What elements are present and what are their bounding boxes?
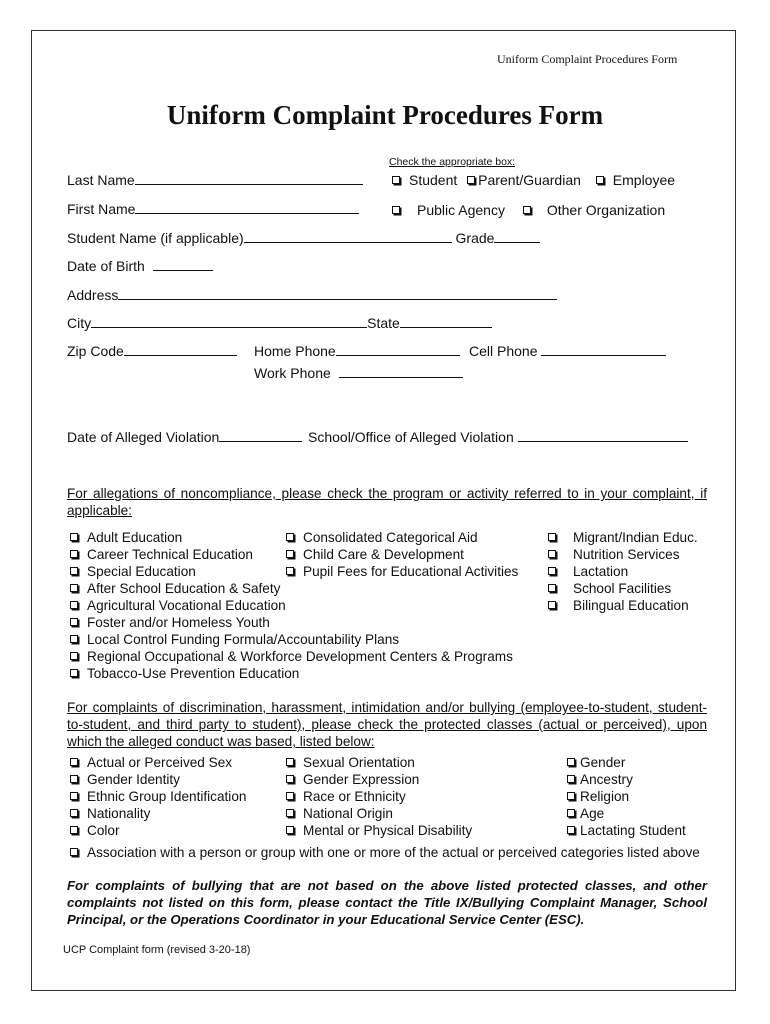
grade-label: Grade bbox=[455, 230, 495, 246]
protected-checkbox[interactable] bbox=[70, 826, 78, 834]
protected-label: National Origin bbox=[303, 806, 393, 821]
program-label: School Facilities bbox=[573, 581, 672, 596]
program-item[interactable] bbox=[548, 563, 698, 580]
protected-item[interactable] bbox=[567, 771, 686, 788]
last-name-label: Last Name bbox=[67, 172, 135, 188]
employee-label: Employee bbox=[612, 172, 676, 188]
city-state-field[interactable] bbox=[67, 315, 492, 331]
program-checkbox[interactable] bbox=[286, 567, 294, 575]
program-checkbox[interactable] bbox=[286, 533, 294, 541]
protected-label: Religion bbox=[580, 789, 630, 804]
parent-guardian-checkbox[interactable] bbox=[467, 176, 475, 184]
first-name-field[interactable] bbox=[67, 201, 359, 217]
protected-item[interactable] bbox=[567, 754, 686, 771]
protected-col2 bbox=[286, 754, 472, 839]
program-checkbox[interactable] bbox=[548, 533, 556, 541]
protected-item[interactable] bbox=[70, 771, 246, 788]
zip-line[interactable] bbox=[124, 343, 237, 356]
protected-item[interactable] bbox=[567, 822, 686, 839]
program-checkbox[interactable] bbox=[70, 618, 78, 626]
protected-checkbox[interactable] bbox=[286, 809, 294, 817]
violation-school-line[interactable] bbox=[518, 429, 688, 442]
protected-label: Gender Identity bbox=[87, 772, 180, 787]
program-checkbox[interactable] bbox=[548, 584, 556, 592]
city-label: City bbox=[67, 315, 92, 331]
protected-checkbox[interactable] bbox=[286, 758, 294, 766]
address-line[interactable] bbox=[118, 287, 557, 300]
protected-checkbox[interactable] bbox=[286, 775, 294, 783]
program-label: Special Education bbox=[87, 564, 196, 579]
violation-date-field[interactable] bbox=[67, 429, 302, 445]
violation-date-line[interactable] bbox=[219, 429, 302, 442]
program-checkbox[interactable] bbox=[548, 601, 556, 609]
program-label: Lactation bbox=[573, 564, 629, 579]
programs-col2 bbox=[286, 529, 518, 580]
association-item[interactable] bbox=[70, 844, 700, 861]
program-label: Nutrition Services bbox=[573, 547, 680, 562]
program-checkbox[interactable] bbox=[70, 652, 78, 660]
program-checkbox[interactable] bbox=[70, 550, 78, 558]
protected-label: Age bbox=[580, 806, 605, 821]
program-label: After School Education & Safety bbox=[87, 581, 281, 596]
role-checkbox-row-2 bbox=[392, 202, 665, 218]
protected-checkbox[interactable] bbox=[567, 775, 575, 783]
protected-checkbox[interactable] bbox=[567, 758, 575, 766]
bullying-note: For complaints of bullying that are not based on the above listed protected classes, and other complaints not listed on this form, please contact the Title IX/Bullying Complaint Manager, School Principal, or the Operations Coordinator in your Educational Service Center (ESC). bbox=[67, 878, 707, 927]
protected-col1 bbox=[70, 754, 246, 839]
protected-heading: For complaints of discrimination, harassment, intimidation and/or bullying (employee-to-student, student-to-student, and third party to student), please check the protected classes (actual or perceived), upon which the alleged conduct was based, listed below: bbox=[67, 700, 707, 749]
protected-item[interactable] bbox=[70, 788, 246, 805]
protected-item[interactable] bbox=[70, 822, 246, 839]
association-label: Association with a person or group with one or more of the actual or perceived categories listed above bbox=[87, 845, 700, 860]
form-revision-footer: UCP Complaint form (revised 3-20-18) bbox=[63, 944, 251, 956]
state-line[interactable] bbox=[400, 315, 492, 328]
zip-field[interactable] bbox=[67, 343, 237, 359]
cell-phone-line[interactable] bbox=[541, 343, 666, 356]
home-phone-line[interactable] bbox=[336, 343, 460, 356]
protected-checkbox[interactable] bbox=[286, 792, 294, 800]
zip-label: Zip Code bbox=[67, 343, 124, 359]
violation-school-field[interactable] bbox=[308, 429, 688, 445]
protected-label: Gender Expression bbox=[303, 772, 420, 787]
role-check-heading: Check the appropriate box: bbox=[389, 156, 516, 168]
program-label: Tobacco-Use Prevention Education bbox=[87, 666, 300, 681]
dob-line[interactable] bbox=[153, 258, 213, 271]
last-name-field[interactable] bbox=[67, 172, 363, 188]
program-checkbox[interactable] bbox=[548, 550, 556, 558]
program-item[interactable] bbox=[286, 529, 518, 546]
grade-line[interactable] bbox=[494, 230, 540, 243]
program-item[interactable] bbox=[70, 597, 513, 614]
other-organization-checkbox[interactable] bbox=[523, 206, 531, 214]
program-checkbox[interactable] bbox=[70, 584, 78, 592]
program-item[interactable] bbox=[70, 648, 513, 665]
running-header: Uniform Complaint Procedures Form bbox=[497, 52, 678, 66]
student-name-field[interactable] bbox=[67, 230, 540, 246]
program-checkbox[interactable] bbox=[70, 601, 78, 609]
protected-checkbox[interactable] bbox=[70, 809, 78, 817]
program-item[interactable] bbox=[286, 546, 518, 563]
protected-item[interactable] bbox=[567, 805, 686, 822]
work-phone-line[interactable] bbox=[339, 365, 463, 378]
program-item[interactable] bbox=[548, 546, 698, 563]
state-label: State bbox=[367, 315, 400, 331]
program-label: Consolidated Categorical Aid bbox=[303, 530, 478, 545]
program-item[interactable] bbox=[548, 597, 698, 614]
program-item[interactable] bbox=[70, 631, 513, 648]
home-phone-label: Home Phone bbox=[254, 343, 336, 359]
program-checkbox[interactable] bbox=[70, 669, 78, 677]
association-checkbox[interactable] bbox=[70, 848, 78, 856]
protected-item[interactable] bbox=[286, 754, 472, 771]
public-agency-label: Public Agency bbox=[417, 202, 505, 218]
first-name-label: First Name bbox=[67, 201, 136, 217]
student-checkbox[interactable] bbox=[392, 176, 400, 184]
program-item[interactable] bbox=[70, 665, 513, 682]
program-checkbox[interactable] bbox=[286, 550, 294, 558]
program-item[interactable] bbox=[548, 580, 698, 597]
parent-guardian-label: Parent/Guardian bbox=[478, 172, 581, 188]
dob-label: Date of Birth bbox=[67, 258, 145, 274]
program-label: Bilingual Education bbox=[573, 598, 689, 613]
program-item[interactable] bbox=[70, 580, 513, 597]
program-checkbox[interactable] bbox=[70, 635, 78, 643]
cell-phone-field[interactable] bbox=[469, 343, 666, 359]
protected-label: Ancestry bbox=[580, 772, 633, 787]
page-title: Uniform Complaint Procedures Form bbox=[166, 100, 604, 130]
protected-label: Gender bbox=[580, 755, 626, 770]
work-phone-label: Work Phone bbox=[254, 365, 331, 381]
protected-item[interactable] bbox=[567, 788, 686, 805]
program-label: Regional Occupational & Workforce Development Centers & Programs bbox=[87, 649, 513, 664]
city-line[interactable] bbox=[91, 315, 367, 328]
program-label: Agricultural Vocational Education bbox=[87, 598, 286, 613]
program-label: Migrant/Indian Educ. bbox=[573, 530, 698, 545]
program-label: Pupil Fees for Educational Activities bbox=[303, 564, 519, 579]
program-checkbox[interactable] bbox=[70, 533, 78, 541]
protected-item[interactable] bbox=[286, 788, 472, 805]
protected-label: Lactating Student bbox=[580, 823, 686, 838]
program-item[interactable] bbox=[286, 563, 518, 580]
protected-item[interactable] bbox=[286, 771, 472, 788]
protected-checkbox[interactable] bbox=[567, 792, 575, 800]
last-name-line[interactable] bbox=[135, 172, 363, 185]
protected-label: Mental or Physical Disability bbox=[303, 823, 473, 838]
program-checkbox[interactable] bbox=[548, 567, 556, 575]
protected-checkbox[interactable] bbox=[567, 826, 575, 834]
cell-phone-label: Cell Phone bbox=[469, 343, 538, 359]
employee-checkbox[interactable] bbox=[596, 176, 604, 184]
protected-label: Race or Ethnicity bbox=[303, 789, 406, 804]
protected-checkbox[interactable] bbox=[286, 826, 294, 834]
protected-item[interactable] bbox=[70, 754, 246, 771]
protected-item[interactable] bbox=[286, 805, 472, 822]
protected-item[interactable] bbox=[286, 822, 472, 839]
protected-item[interactable] bbox=[70, 805, 246, 822]
program-item[interactable] bbox=[70, 614, 513, 631]
protected-checkbox[interactable] bbox=[70, 775, 78, 783]
protected-label: Color bbox=[87, 823, 120, 838]
protected-label: Actual or Perceived Sex bbox=[87, 755, 233, 770]
protected-label: Nationality bbox=[87, 806, 151, 821]
first-name-line[interactable] bbox=[135, 201, 359, 214]
programs-heading: For allegations of noncompliance, please check the program or activity referred to in your complaint, if applicable: bbox=[67, 486, 707, 518]
program-checkbox[interactable] bbox=[70, 567, 78, 575]
program-label: Local Control Funding Formula/Accountability Plans bbox=[87, 632, 400, 647]
role-checkbox-row-1 bbox=[392, 172, 675, 188]
program-label: Adult Education bbox=[87, 530, 183, 545]
protected-label: Ethnic Group Identification bbox=[87, 789, 247, 804]
public-agency-checkbox[interactable] bbox=[392, 206, 400, 214]
work-phone-field[interactable] bbox=[254, 365, 463, 381]
home-phone-field[interactable] bbox=[254, 343, 460, 359]
other-organization-label: Other Organization bbox=[546, 202, 666, 218]
protected-col3 bbox=[567, 754, 686, 839]
programs-col3 bbox=[548, 529, 698, 614]
program-label: Career Technical Education bbox=[87, 547, 253, 562]
violation-date-label: Date of Alleged Violation bbox=[67, 429, 220, 445]
address-field[interactable] bbox=[67, 287, 557, 303]
protected-label: Sexual Orientation bbox=[303, 755, 415, 770]
protected-checkbox[interactable] bbox=[567, 809, 575, 817]
program-label: Child Care & Development bbox=[303, 547, 464, 562]
student-label: Student bbox=[409, 172, 458, 188]
address-label: Address bbox=[67, 287, 119, 303]
program-item[interactable] bbox=[548, 529, 698, 546]
program-label: Foster and/or Homeless Youth bbox=[87, 615, 270, 630]
protected-checkbox[interactable] bbox=[70, 758, 78, 766]
student-name-label: Student Name (if applicable) bbox=[67, 230, 244, 246]
protected-checkbox[interactable] bbox=[70, 792, 78, 800]
student-name-line[interactable] bbox=[244, 230, 452, 243]
violation-school-label: School/Office of Alleged Violation bbox=[308, 429, 514, 445]
dob-field[interactable] bbox=[67, 258, 213, 274]
